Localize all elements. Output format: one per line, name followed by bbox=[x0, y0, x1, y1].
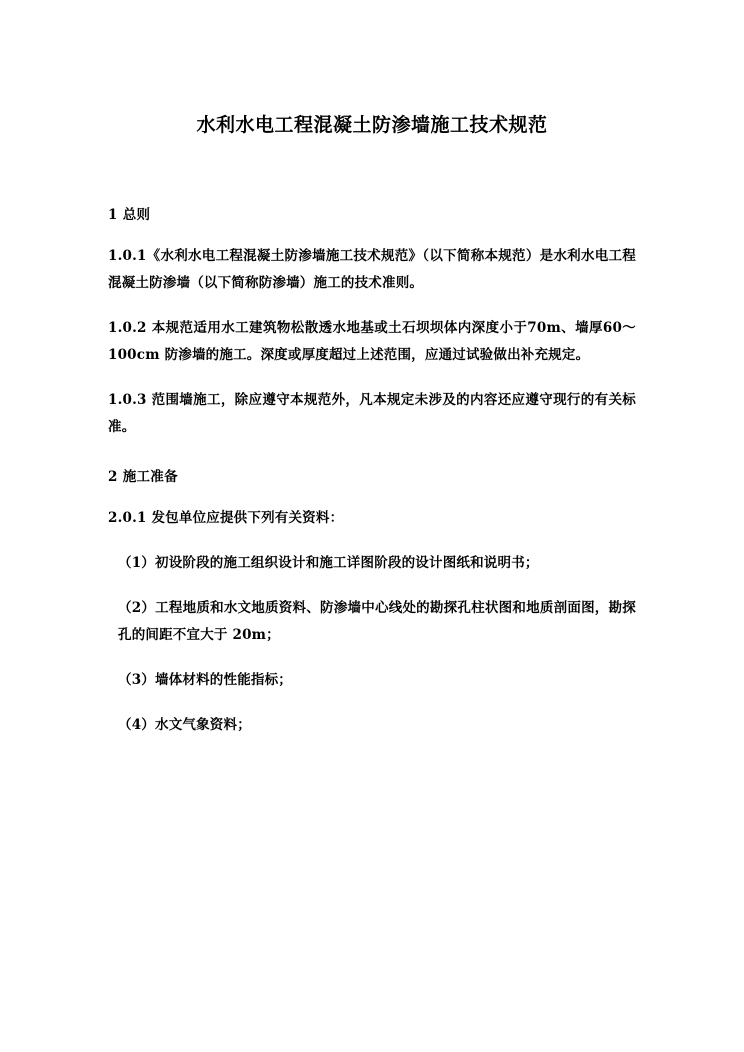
document-body bbox=[108, 139, 636, 740]
paragraph-2-0-1: 2.0.1 发包单位应提供下列有关资料： bbox=[108, 510, 344, 527]
list-item-4: （4）水文气象资料； bbox=[118, 717, 251, 734]
paragraph-1-0-1: 1.0.1《水利水电工程混凝土防渗墙施工技术规范》（以下简称本规范）是水利水电工程混凝土防渗墙（以下简称防渗墙）施工的技术准则。 bbox=[108, 247, 636, 291]
list-item-2: （2）工程地质和水文地质资料、防渗墙中心线处的勘探孔柱状图和地质剖面图，勘探孔的间距不宜大于 20m； bbox=[118, 600, 636, 644]
page-title: 水利水电工程混凝土防渗墙施工技术规范 bbox=[196, 114, 548, 136]
section-heading-1: 1 总则 bbox=[108, 206, 151, 223]
paragraph-1-0-2: 1.0.2 本规范适用水工建筑物松散透水地基或土石坝坝体内深度小于70m、墙厚60～100cm 防渗墙的施工。深度或厚度超过上述范围，应通过试验做出补充规定。 bbox=[108, 319, 636, 363]
list-item-3: （3）墙体材料的性能指标； bbox=[118, 672, 292, 689]
section-heading-2: 2 施工准备 bbox=[108, 468, 178, 485]
section-general-rules bbox=[108, 203, 636, 441]
list-item-1: （1）初设阶段的施工组织设计和施工详图阶段的设计图纸和说明书； bbox=[118, 555, 539, 572]
paragraph-1-0-3: 1.0.3 范围墙施工，除应遵守本规范外，凡本规定未涉及的内容还应遵守现行的有关标准。 bbox=[108, 391, 636, 435]
section-construction-preparation bbox=[108, 465, 636, 739]
